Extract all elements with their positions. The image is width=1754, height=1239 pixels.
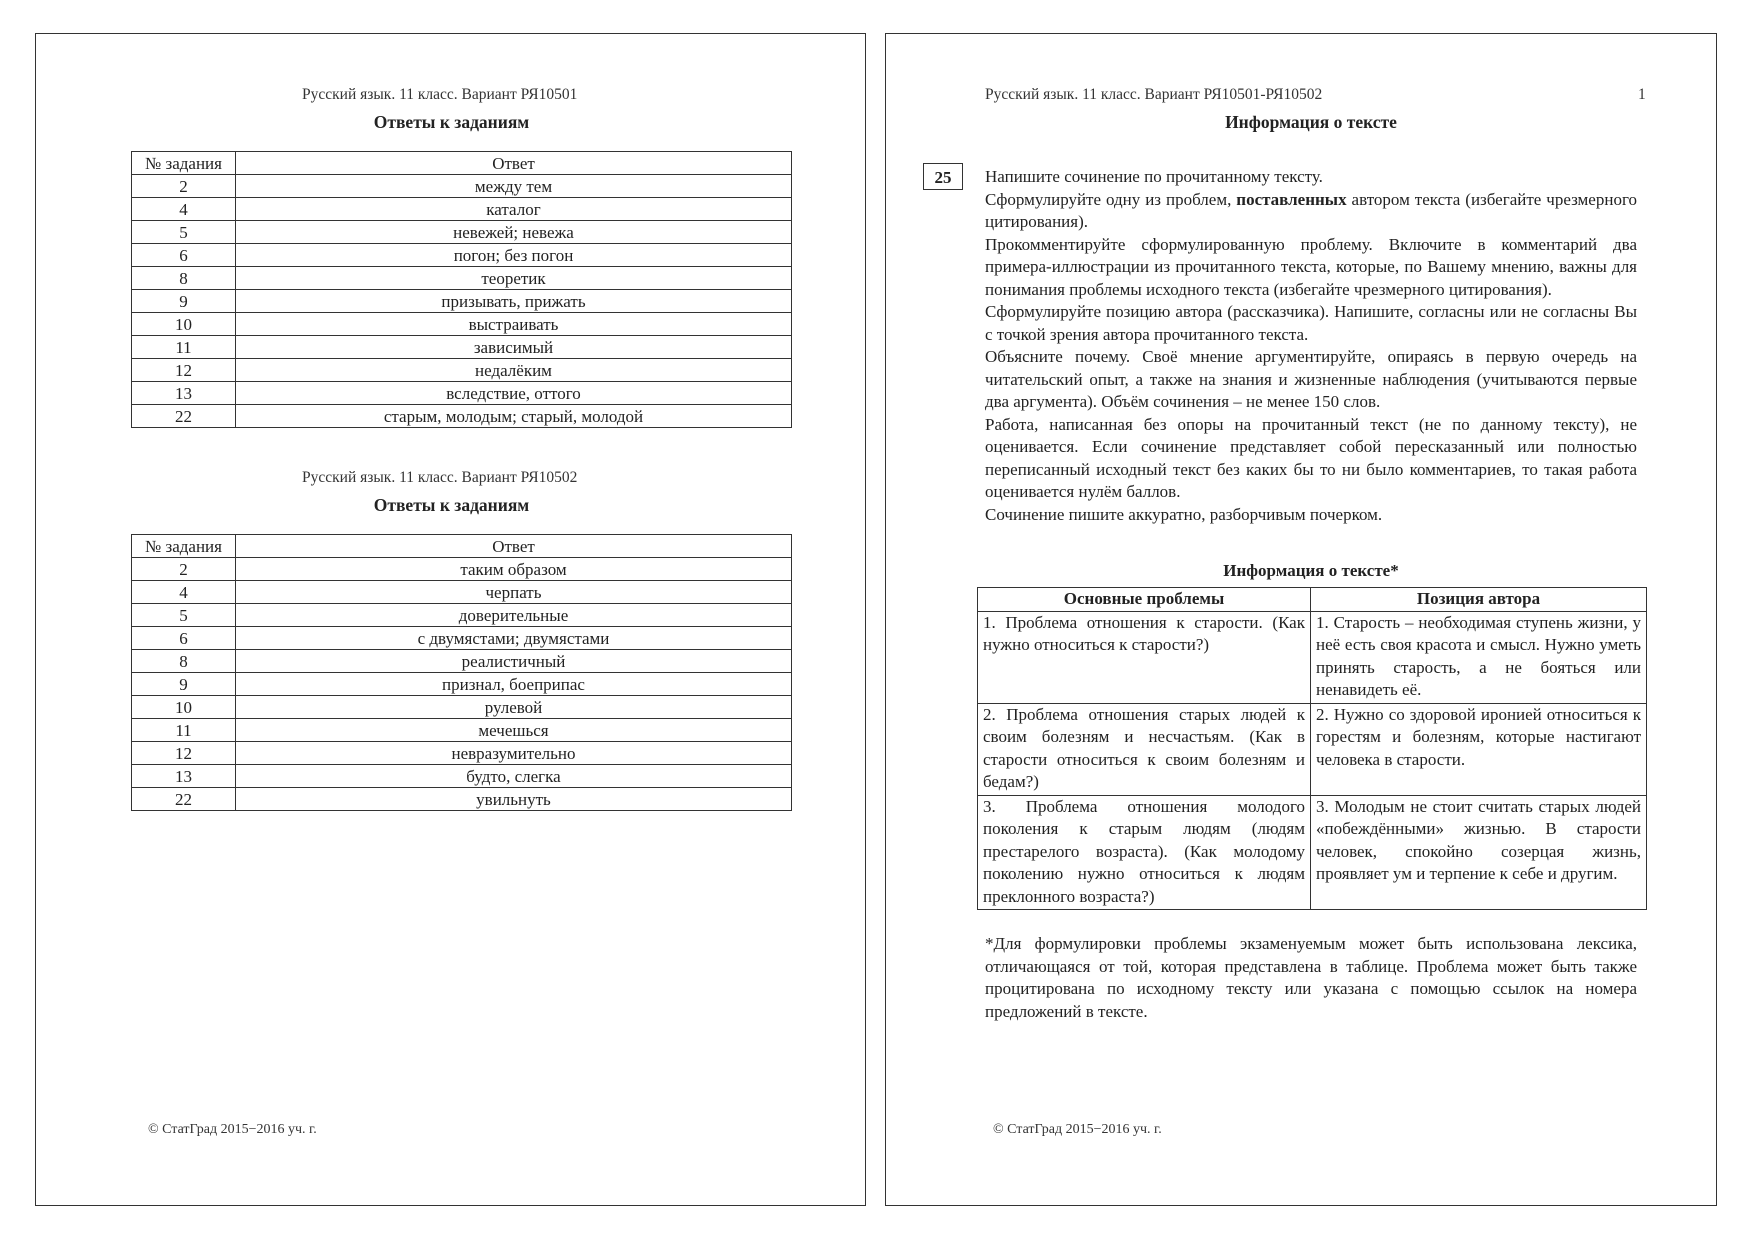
table-row bbox=[132, 719, 792, 742]
column-header-task: № задания bbox=[132, 152, 236, 175]
task-number-cell: 6 bbox=[132, 627, 236, 650]
position-cell: 1. Старость – необходимая ступень жизни, у неё есть своя красота и смысл. Нужно уметь принять старость, а не бояться или ненавидеть её. bbox=[1311, 611, 1647, 703]
task-number-cell: 6 bbox=[132, 244, 236, 267]
answer-cell: будто, слегка bbox=[236, 765, 792, 788]
task-number-cell: 2 bbox=[132, 558, 236, 581]
problem-cell: 2. Проблема отношения старых людей к своим болезням и несчастьям. (Как в старости относиться к своим болезням и бедам?) bbox=[978, 703, 1311, 795]
answer-cell: реалистичный bbox=[236, 650, 792, 673]
task-number-cell: 13 bbox=[132, 382, 236, 405]
left-page bbox=[35, 33, 866, 1206]
task-number-cell: 9 bbox=[132, 290, 236, 313]
answer-cell: невразумительно bbox=[236, 742, 792, 765]
info-table-title: Информация о тексте* bbox=[1223, 561, 1399, 580]
footer-copyright: © СтатГрад 2015−2016 уч. г. bbox=[993, 1122, 1162, 1137]
table-row bbox=[132, 627, 792, 650]
table-row bbox=[132, 313, 792, 336]
answer-cell: увильнуть bbox=[236, 788, 792, 811]
answer-cell: призывать, прижать bbox=[236, 290, 792, 313]
answer-cell: каталог bbox=[236, 198, 792, 221]
table-row bbox=[132, 359, 792, 382]
answer-cell: доверительные bbox=[236, 604, 792, 627]
instr-paragraph: Напишите сочинение по прочитанному тексту. bbox=[985, 167, 1323, 186]
answer-cell: выстраивать bbox=[236, 313, 792, 336]
right-page bbox=[885, 33, 1717, 1206]
table-row bbox=[132, 765, 792, 788]
task-instructions bbox=[985, 166, 1637, 526]
answer-cell: с двумястами; двумястами bbox=[236, 627, 792, 650]
answers-table-variant1 bbox=[131, 151, 792, 428]
problem-cell: 1. Проблема отношения к старости. (Как нужно относиться к старости?) bbox=[978, 611, 1311, 703]
task-number-cell: 10 bbox=[132, 313, 236, 336]
task-number-cell: 11 bbox=[132, 336, 236, 359]
footnote: *Для формулировки проблемы экзаменуемым может быть использована лексика, отличающаяся от той, которая представлена в таблице. Проблема может быть также процитирована по исходному тексту или указана с помощью ссылок на номера предложений в тексте. bbox=[985, 934, 1637, 1021]
table-row bbox=[132, 405, 792, 428]
column-header-position: Позиция автора bbox=[1311, 588, 1647, 612]
table-header-row bbox=[132, 535, 792, 558]
instr-paragraph: Объясните почему. Своё мнение аргументируйте, опираясь в первую очередь на читательский опыт, а также на знания и жизненные наблюдения (учитываются первые два аргумента). Объём сочинения – не менее 150 слов. bbox=[985, 347, 1637, 411]
instr-paragraph: Сочинение пишите аккуратно, разборчивым почерком. bbox=[985, 504, 1383, 524]
task-number-cell: 9 bbox=[132, 673, 236, 696]
column-header-task: № задания bbox=[132, 535, 236, 558]
task-number-cell: 11 bbox=[132, 719, 236, 742]
task-number-cell: 8 bbox=[132, 650, 236, 673]
task-number-cell: 5 bbox=[132, 604, 236, 627]
instr-paragraph: Прокомментируйте сформулированную проблему. Включите в комментарий два примера-иллюстрации из прочитанного текста, которые, по Вашему мнению, важны для понимания проблемы исходного текста (избегайте чрезмерного цитирования). bbox=[985, 234, 1637, 299]
answer-cell: старым, молодым; старый, молодой bbox=[236, 405, 792, 428]
table-row bbox=[132, 267, 792, 290]
task-number-badge: 25 bbox=[923, 163, 963, 190]
instr-paragraph: Сформулируйте одну из проблем, поставленных автором текста (избегайте чрезмерного цитирования). bbox=[985, 189, 1637, 231]
answer-cell: мечешься bbox=[236, 719, 792, 742]
table-row bbox=[132, 175, 792, 198]
table-row bbox=[978, 703, 1647, 795]
table-row bbox=[132, 221, 792, 244]
table-row bbox=[132, 696, 792, 719]
variant2-title: Ответы к заданиям bbox=[373, 495, 530, 515]
answer-cell: погон; без погон bbox=[236, 244, 792, 267]
table-row bbox=[132, 336, 792, 359]
column-header-answer: Ответ bbox=[236, 152, 792, 175]
variant2-header: Русский язык. 11 класс. Вариант РЯ10502 bbox=[302, 469, 578, 486]
task-number-cell: 2 bbox=[132, 175, 236, 198]
answer-cell: невежей; невежа bbox=[236, 221, 792, 244]
table-row bbox=[132, 742, 792, 765]
column-header-problems: Основные проблемы bbox=[978, 588, 1311, 612]
problem-cell: 3. Проблема отношения молодого поколения к старым людям (людям престарелого возраста). (Как молодому поколению нужно относиться к людям преклонного возраста?) bbox=[978, 795, 1311, 910]
table-row bbox=[132, 581, 792, 604]
instr-paragraph: Работа, написанная без опоры на прочитанный текст (не по данному тексту), не оценивается. Если сочинение представляет собой пересказанный или полностью переписанный исходный текст без каких бы то ни было комментариев, то такая работа оценивается нулём баллов. bbox=[985, 414, 1637, 501]
table-header-row bbox=[978, 588, 1647, 612]
answer-cell: рулевой bbox=[236, 696, 792, 719]
answer-cell: между тем bbox=[236, 175, 792, 198]
answer-cell: вследствие, оттого bbox=[236, 382, 792, 405]
variant1-title: Ответы к заданиям bbox=[373, 112, 530, 132]
page-number: 1 bbox=[1638, 86, 1646, 103]
task-number-cell: 5 bbox=[132, 221, 236, 244]
table-row bbox=[132, 650, 792, 673]
table-row bbox=[132, 198, 792, 221]
table-row bbox=[132, 673, 792, 696]
task-number-cell: 12 bbox=[132, 742, 236, 765]
column-header-answer: Ответ bbox=[236, 535, 792, 558]
answer-cell: недалёким bbox=[236, 359, 792, 382]
table-row bbox=[132, 558, 792, 581]
position-cell: 2. Нужно со здоровой иронией относиться к горестям и болезням, которые настигают человека в старости. bbox=[1311, 703, 1647, 795]
task-number-cell: 4 bbox=[132, 198, 236, 221]
table-header-row bbox=[132, 152, 792, 175]
task-number-cell: 8 bbox=[132, 267, 236, 290]
task-number-cell: 22 bbox=[132, 788, 236, 811]
answers-table-variant2 bbox=[131, 534, 792, 811]
table-row bbox=[978, 611, 1647, 703]
table-row bbox=[132, 604, 792, 627]
footer-copyright: © СтатГрад 2015−2016 уч. г. bbox=[148, 1122, 317, 1137]
table-row bbox=[132, 788, 792, 811]
task-number-cell: 22 bbox=[132, 405, 236, 428]
table-row bbox=[978, 795, 1647, 910]
page-header: Русский язык. 11 класс. Вариант РЯ10501-РЯ10502 bbox=[985, 86, 1323, 103]
task-number-cell: 13 bbox=[132, 765, 236, 788]
instr-emphasis: поставленных bbox=[1236, 189, 1347, 209]
instr-paragraph: Сформулируйте позицию автора (рассказчика). Напишите, согласны или не согласны Вы с точкой зрения автора прочитанного текста. bbox=[985, 302, 1637, 344]
answer-cell: черпать bbox=[236, 581, 792, 604]
position-cell: 3. Молодым не стоит считать старых людей «побеждёнными» жизнью. В старости человек, спокойно созерцая жизнь, проявляет ум и терпение к себе и другим. bbox=[1311, 795, 1647, 910]
task-number-cell: 4 bbox=[132, 581, 236, 604]
table-row bbox=[132, 290, 792, 313]
answer-cell: зависимый bbox=[236, 336, 792, 359]
page-title: Информация о тексте bbox=[1225, 112, 1397, 132]
task-number-cell: 10 bbox=[132, 696, 236, 719]
answer-cell: теоретик bbox=[236, 267, 792, 290]
task-number-cell: 12 bbox=[132, 359, 236, 382]
table-row bbox=[132, 382, 792, 405]
answer-cell: признал, боеприпас bbox=[236, 673, 792, 696]
answer-cell: таким образом bbox=[236, 558, 792, 581]
variant1-header: Русский язык. 11 класс. Вариант РЯ10501 bbox=[302, 86, 578, 103]
table-row bbox=[132, 244, 792, 267]
text-info-table bbox=[977, 587, 1647, 910]
